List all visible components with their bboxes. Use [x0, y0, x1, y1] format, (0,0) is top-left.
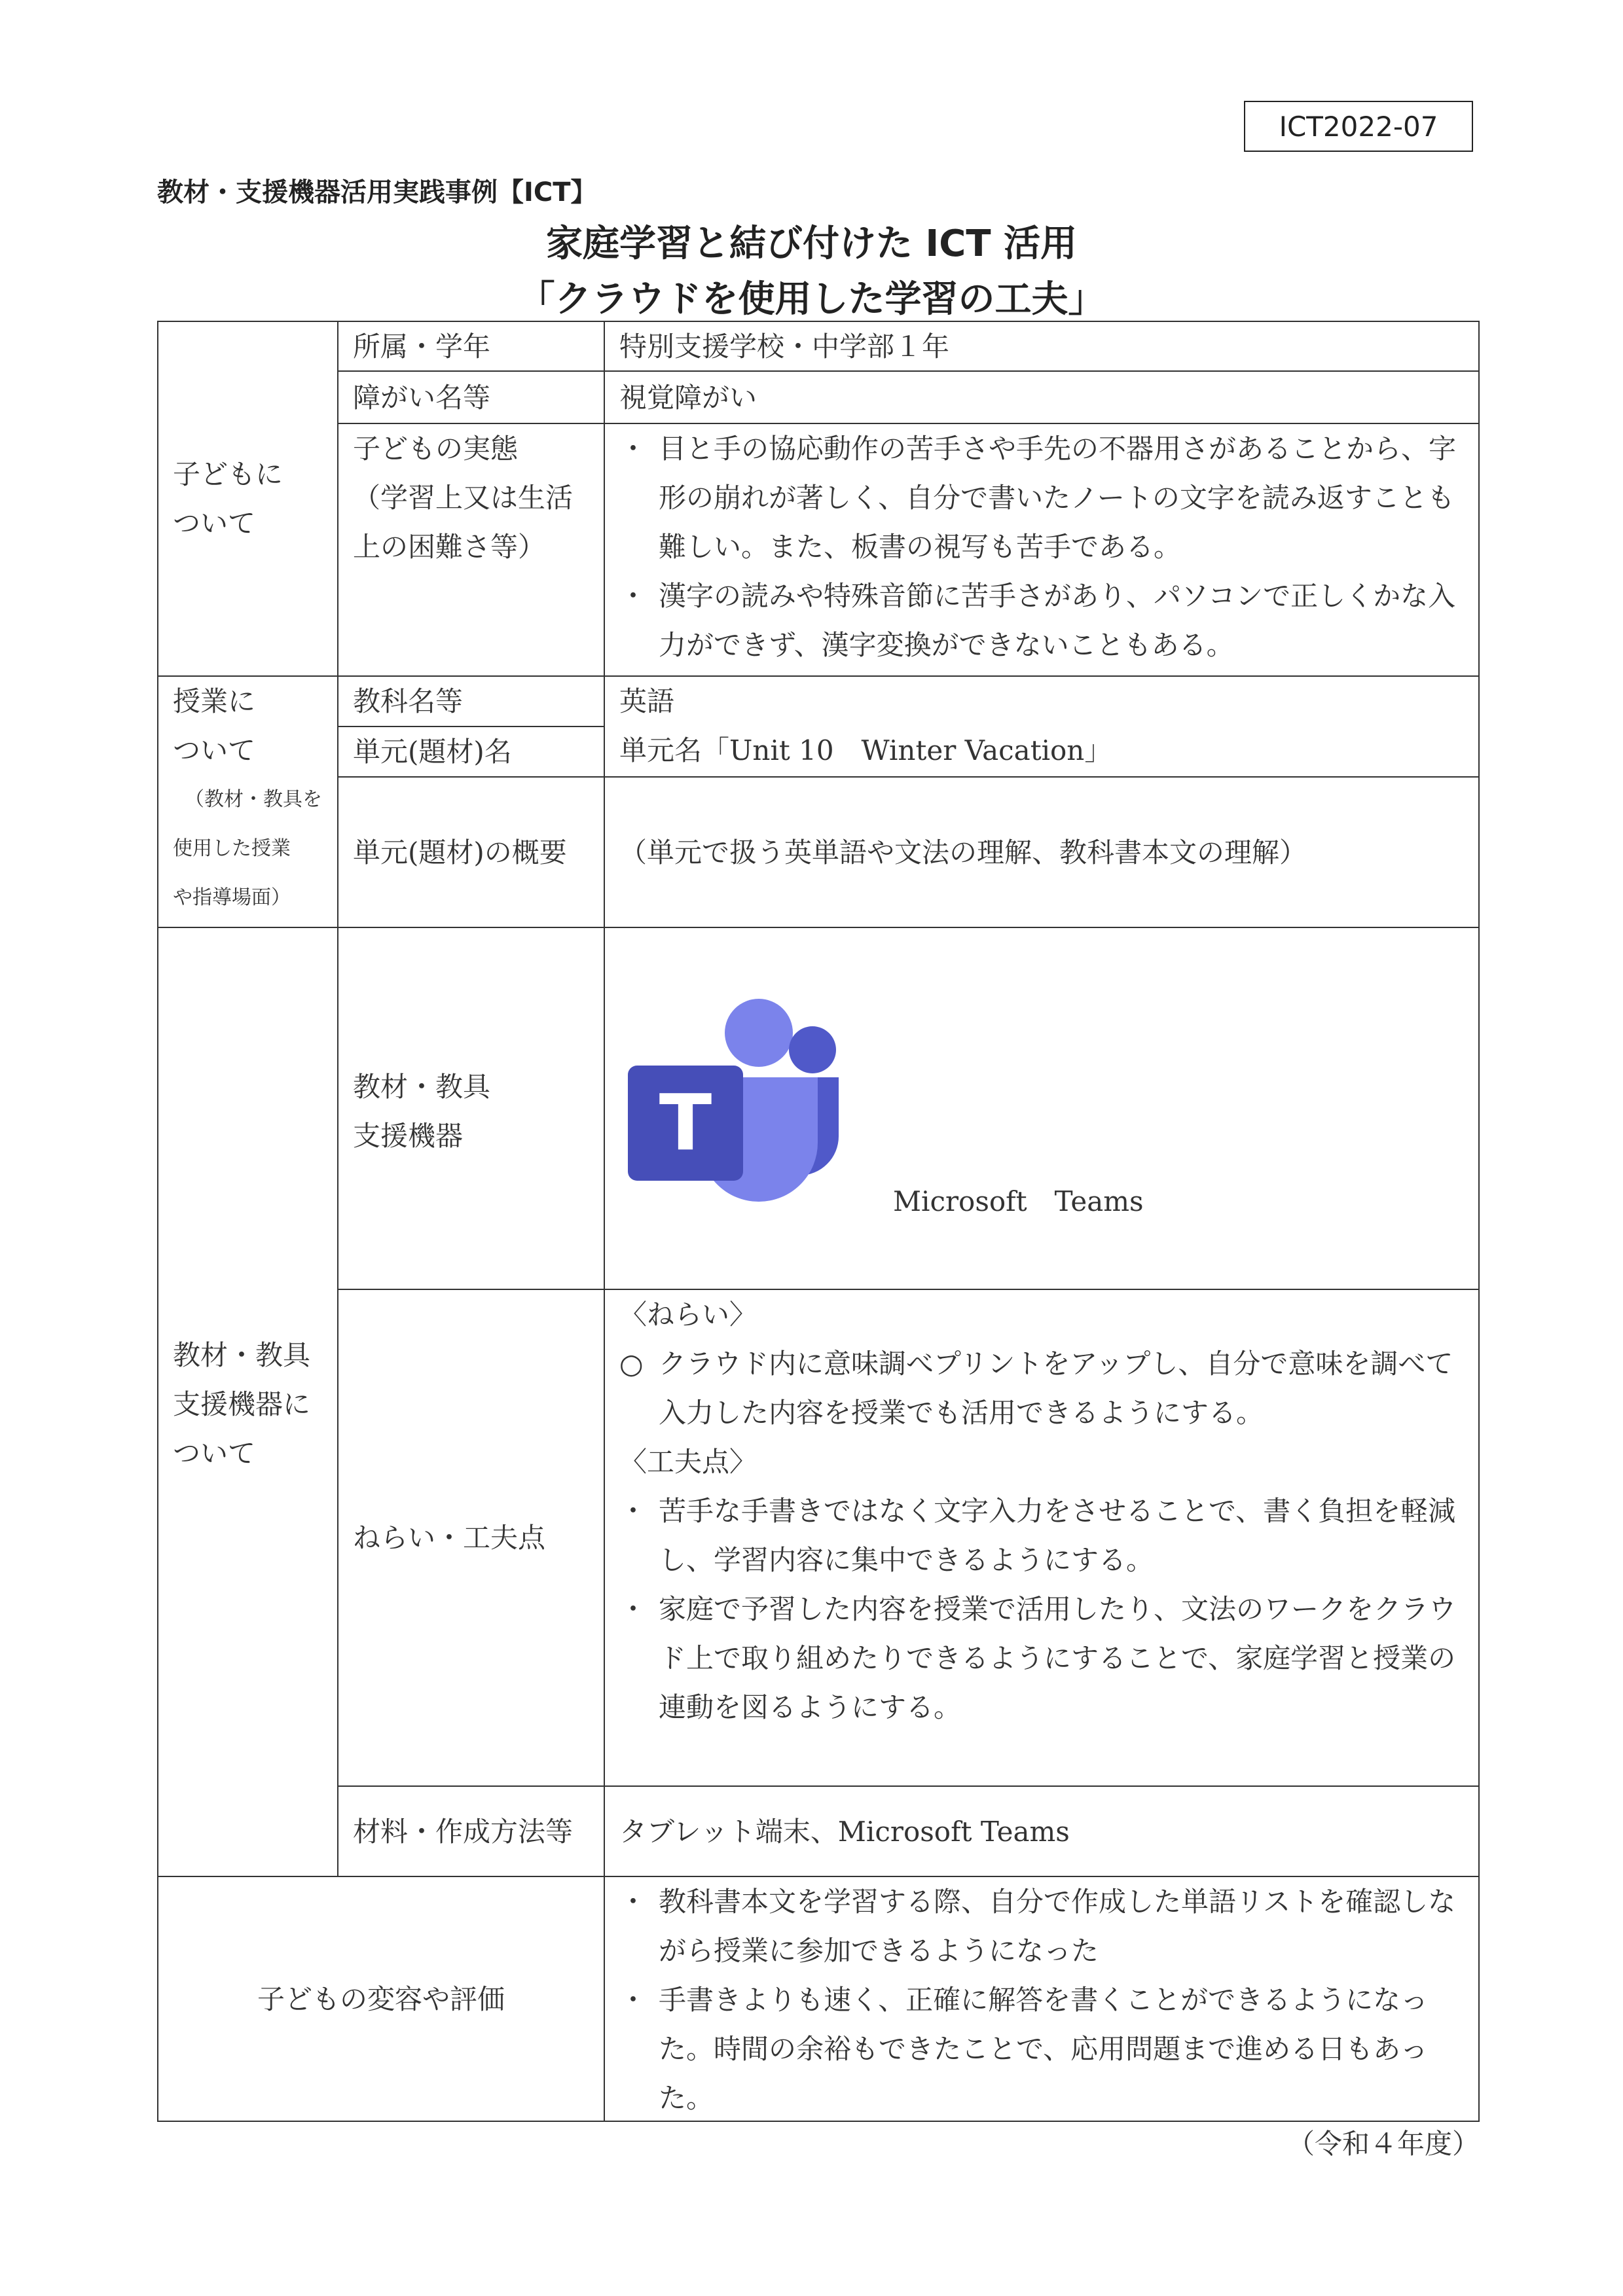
child-label-line1: 子どもに: [173, 458, 283, 490]
footer-year: （令和４年度）: [1286, 2128, 1480, 2160]
material-section-label: [157, 927, 338, 1877]
evaluation-value: [604, 1876, 1480, 2122]
page-title-line1: 家庭学習と結び付けた ICT 活用: [545, 223, 1078, 265]
idea-item: [619, 1585, 1464, 1732]
evaluation-item: [619, 1975, 1464, 2123]
logo-letter: T: [659, 1077, 712, 1168]
subject-unit-value: [604, 675, 1480, 778]
evaluation-item: [619, 1877, 1464, 1975]
document-id-box: ICT2022-07: [1244, 101, 1473, 152]
lesson-section-label: [157, 675, 338, 928]
idea-item-text: 苦手な手書きではなく文字入力をさせることで、書く負担を軽減し、学習内容に集中できるようにする。: [659, 1495, 1456, 1576]
child-status-value: [604, 423, 1480, 677]
method-value-text: タブレット端末、Microsoft Teams: [619, 1815, 1070, 1848]
affiliation-value: [604, 321, 1480, 372]
disability-value-text: 視覚障がい: [619, 381, 757, 414]
idea-item: [619, 1486, 1464, 1585]
status-item: [619, 571, 1464, 670]
unit-label: [337, 726, 605, 778]
lesson-label-line1: 授業に: [173, 685, 256, 717]
disability-value: [604, 370, 1480, 424]
status-label-line1: 子どもの実態: [353, 433, 519, 465]
bullet-mark: ・: [619, 1886, 647, 1918]
bullet-mark: ・: [619, 1984, 647, 2016]
bullet-mark: ・: [619, 1593, 647, 1625]
disability-label-text: 障がい名等: [353, 381, 491, 414]
status-label-line2: （学習上又は生活: [353, 482, 574, 514]
method-label-text: 材料・作成方法等: [353, 1815, 574, 1848]
idea-item-text: 家庭で予習した内容を授業で活用したり、文法のワークをクラウド上で取り組めたりできるようにすることで、家庭学習と授業の連動を図るようにする。: [659, 1593, 1457, 1723]
material-label-line1: 教材・教具: [173, 1339, 311, 1371]
child-status-label: [337, 423, 605, 677]
bullet-mark: ・: [619, 580, 647, 612]
case-table: [157, 321, 1480, 2122]
status-item-text: 漢字の読みや特殊音節に苦手さがあり、パソコンで正しくかな入力ができず、漢字変換ができないこともある。: [659, 580, 1456, 661]
lesson-label-line2: ついて: [173, 734, 256, 766]
material-label-line2: 支援機器に: [173, 1388, 311, 1420]
tools-label: [337, 927, 605, 1290]
status-item: [619, 424, 1464, 571]
tools-value: [604, 927, 1480, 1290]
lesson-note-line3: や指導場面）: [173, 886, 291, 909]
lesson-note-line1: （教材・教具を: [185, 788, 322, 811]
method-value: [604, 1785, 1480, 1877]
tools-label-line1: 教材・教具: [353, 1071, 491, 1103]
status-label-line3: 上の困難さ等）: [353, 531, 546, 563]
evaluation-item-text: 教科書本文を学習する際、自分で作成した単語リストを確認しながら授業に参加できるようになった: [659, 1886, 1456, 1967]
tool-name-text: Microsoft Teams: [893, 1185, 1144, 1217]
method-label: [337, 1785, 605, 1877]
idea-heading: 〈工夫点〉: [619, 1446, 757, 1478]
bullet-mark: ・: [619, 1495, 647, 1527]
aim-label-text: ねらい・工夫点: [353, 1522, 546, 1554]
evaluation-label: [157, 1876, 605, 2122]
evaluation-label-text: 子どもの変容や評価: [257, 1982, 505, 2015]
overview-label: [337, 776, 605, 928]
aim-item: [619, 1339, 1464, 1437]
lesson-note-line2: 使用した授業: [173, 837, 291, 860]
subject-value-text: 英語: [619, 685, 675, 717]
aim-label: [337, 1289, 605, 1787]
unit-label-text: 単元(題材)名: [353, 736, 512, 768]
subject-label-text: 教科名等: [353, 685, 464, 717]
child-label-line2: ついて: [173, 507, 256, 539]
aim-value: [604, 1289, 1480, 1787]
affiliation-label-text: 所属・学年: [353, 330, 491, 363]
page-title-line2: 「クラウドを使用した学習の工夫」: [518, 278, 1105, 321]
overview-value-text: （単元で扱う英単語や文法の理解、教科書本文の理解）: [619, 836, 1307, 869]
material-label-line3: ついて: [173, 1437, 256, 1469]
status-item-text: 目と手の協応動作の苦手さや手先の不器用さがあることから、字形の崩れが著しく、自分で書いたノートの文字を読み返すことも難しい。また、板書の視写も苦手である。: [659, 433, 1457, 563]
affiliation-value-text: 特別支援学校・中学部１年: [619, 330, 950, 363]
subject-label: [337, 675, 605, 727]
bullet-mark: ・: [619, 433, 647, 465]
tools-label-line2: 支援機器: [353, 1120, 464, 1152]
affiliation-label: [337, 321, 605, 372]
category-heading: 教材・支援機器活用実践事例【ICT】: [157, 177, 597, 207]
child-section-label: [157, 321, 338, 677]
microsoft-teams-logo-icon: [628, 992, 844, 1208]
overview-label-text: 単元(題材)の概要: [353, 836, 567, 869]
evaluation-item-text: 手書きよりも速く、正確に解答を書くことができるようになった。時間の余裕もできたことで、応用問題まで進める日もあった。: [659, 1984, 1429, 2114]
overview-value: [604, 776, 1480, 928]
circle-mark: ○: [619, 1348, 644, 1380]
aim-heading: 〈ねらい〉: [619, 1299, 757, 1331]
disability-label: [337, 370, 605, 424]
unit-value-text: 単元名「Unit 10 Winter Vacation」: [619, 734, 1112, 766]
aim-text: クラウド内に意味調べプリントをアップし、自分で意味を調べて入力した内容を授業でも活用できるようにする。: [659, 1348, 1453, 1429]
